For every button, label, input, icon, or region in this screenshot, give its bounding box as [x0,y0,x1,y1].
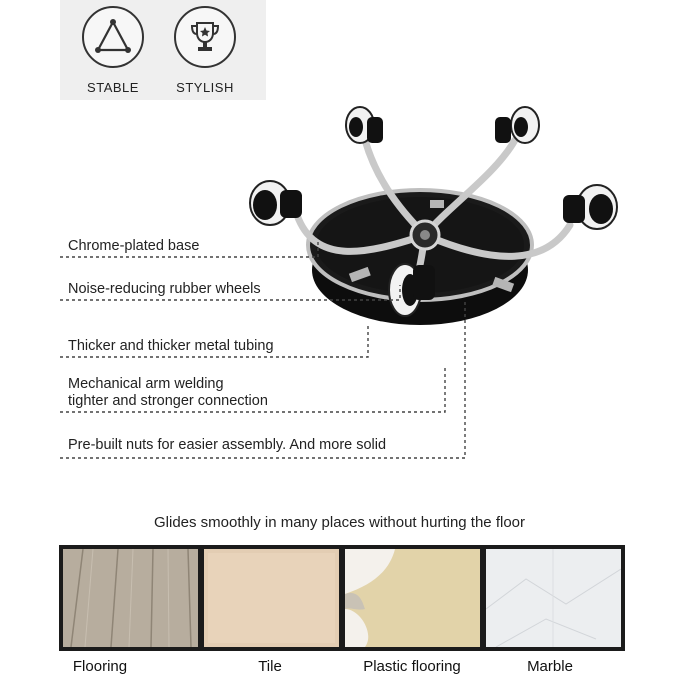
flooring-sample [63,549,198,647]
badge-label: STYLISH [176,80,234,95]
floor-label-plastic-flooring: Plastic flooring [363,658,461,675]
callout-metal-tubing: Thicker and thicker metal tubing [68,338,274,354]
callout-rubber-wheels: Noise-reducing rubber wheels [68,281,261,297]
plastic-flooring-sample [345,549,480,647]
floor-label-flooring: Flooring [72,658,128,675]
floor-label-tile: Tile [258,658,282,675]
badge-label: STABLE [87,80,139,95]
callout-prebuilt-nuts: Pre-built nuts for easier assembly. And more solid [68,437,387,453]
floor-caption: Glides smoothly in many places without hurting the floor [153,514,525,531]
marble-sample [486,549,621,647]
callout-line: Mechanical arm welding [68,376,224,392]
callout-line: tighter and stronger connection [68,393,268,409]
tile-sample [204,549,339,647]
floor-label-marble: Marble [527,658,573,675]
callout-chrome-base: Chrome-plated base [68,238,200,254]
callout-arm-welding [68,376,268,410]
